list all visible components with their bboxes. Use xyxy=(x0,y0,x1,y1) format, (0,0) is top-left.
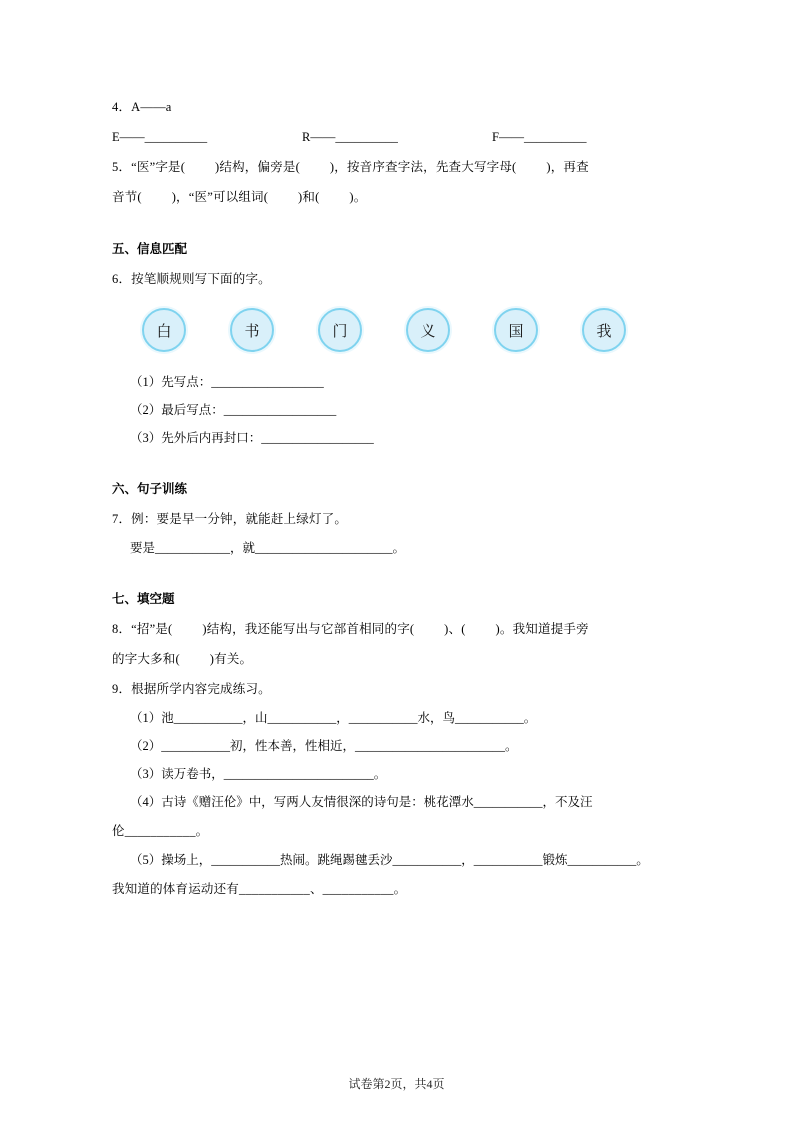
question-8-line-2: 的字大多和( )有关。 xyxy=(112,652,253,666)
question-4-line-2 xyxy=(112,122,682,152)
question-4-item-f: F——__________ xyxy=(492,130,587,144)
question-9-sub-3: （3）读万卷书，________________________。 xyxy=(130,767,387,781)
character-bubble: 国 xyxy=(494,308,538,352)
question-6-sub-3: （3）先外后内再封口：__________________ xyxy=(130,431,374,445)
question-9-sub-5-line-1: （5）操场上，___________热闹。跳绳踢毽丢沙___________，___________锻炼___________。 xyxy=(130,853,649,867)
section-title-seven: 七、填空题 xyxy=(112,592,175,606)
question-7-answer-line: 要是____________，就______________________。 xyxy=(130,541,406,555)
character-bubble-row xyxy=(112,308,682,352)
question-9-sub-4-line-1: （4）古诗《赠汪伦》中，写两人友情很深的诗句是：桃花潭水___________，不及汪 xyxy=(130,795,593,809)
question-9-sub-4-line-2: 伦___________。 xyxy=(112,824,209,838)
question-4-item-e: E——__________ xyxy=(112,130,208,144)
question-4-item-r: R——__________ xyxy=(302,130,398,144)
question-6: 6．按笔顺规则写下面的字。 xyxy=(112,272,271,286)
page-footer: 试卷第2页，共4页 xyxy=(348,1077,445,1091)
question-4-line-1: 4．A——a xyxy=(112,100,172,114)
question-8-line-1: 8．“招”是( )结构，我还能写出与它部首相同的字( )、( )。我知道提手旁 xyxy=(112,622,589,636)
question-9-sub-5-line-2: 我知道的体育运动还有___________、___________。 xyxy=(112,882,407,896)
character-bubble: 义 xyxy=(406,308,450,352)
question-9-sub-1: （1）池___________，山___________，___________水，鸟___________。 xyxy=(130,711,537,725)
question-9: 9．根据所学内容完成练习。 xyxy=(112,682,271,696)
question-7: 7．例：要是早一分钟，就能赶上绿灯了。 xyxy=(112,512,348,526)
question-5-line-1: 5．“医”字是( )结构，偏旁是( )，按音序查字法，先查大写字母( )，再查 xyxy=(112,160,589,174)
question-9-sub-2: （2）___________初，性本善，性相近，________________________。 xyxy=(130,739,518,753)
character-bubble: 我 xyxy=(582,308,626,352)
question-6-sub-2: （2）最后写点：__________________ xyxy=(130,403,337,417)
character-bubble: 白 xyxy=(142,308,186,352)
character-bubble: 书 xyxy=(230,308,274,352)
section-title-six: 六、句子训练 xyxy=(112,482,188,496)
page-content xyxy=(112,92,682,904)
question-6-sub-1: （1）先写点：__________________ xyxy=(130,375,324,389)
question-5-line-2: 音节( )，“医”可以组词( )和( )。 xyxy=(112,190,367,204)
section-title-five: 五、信息匹配 xyxy=(112,242,188,256)
character-bubble: 门 xyxy=(318,308,362,352)
